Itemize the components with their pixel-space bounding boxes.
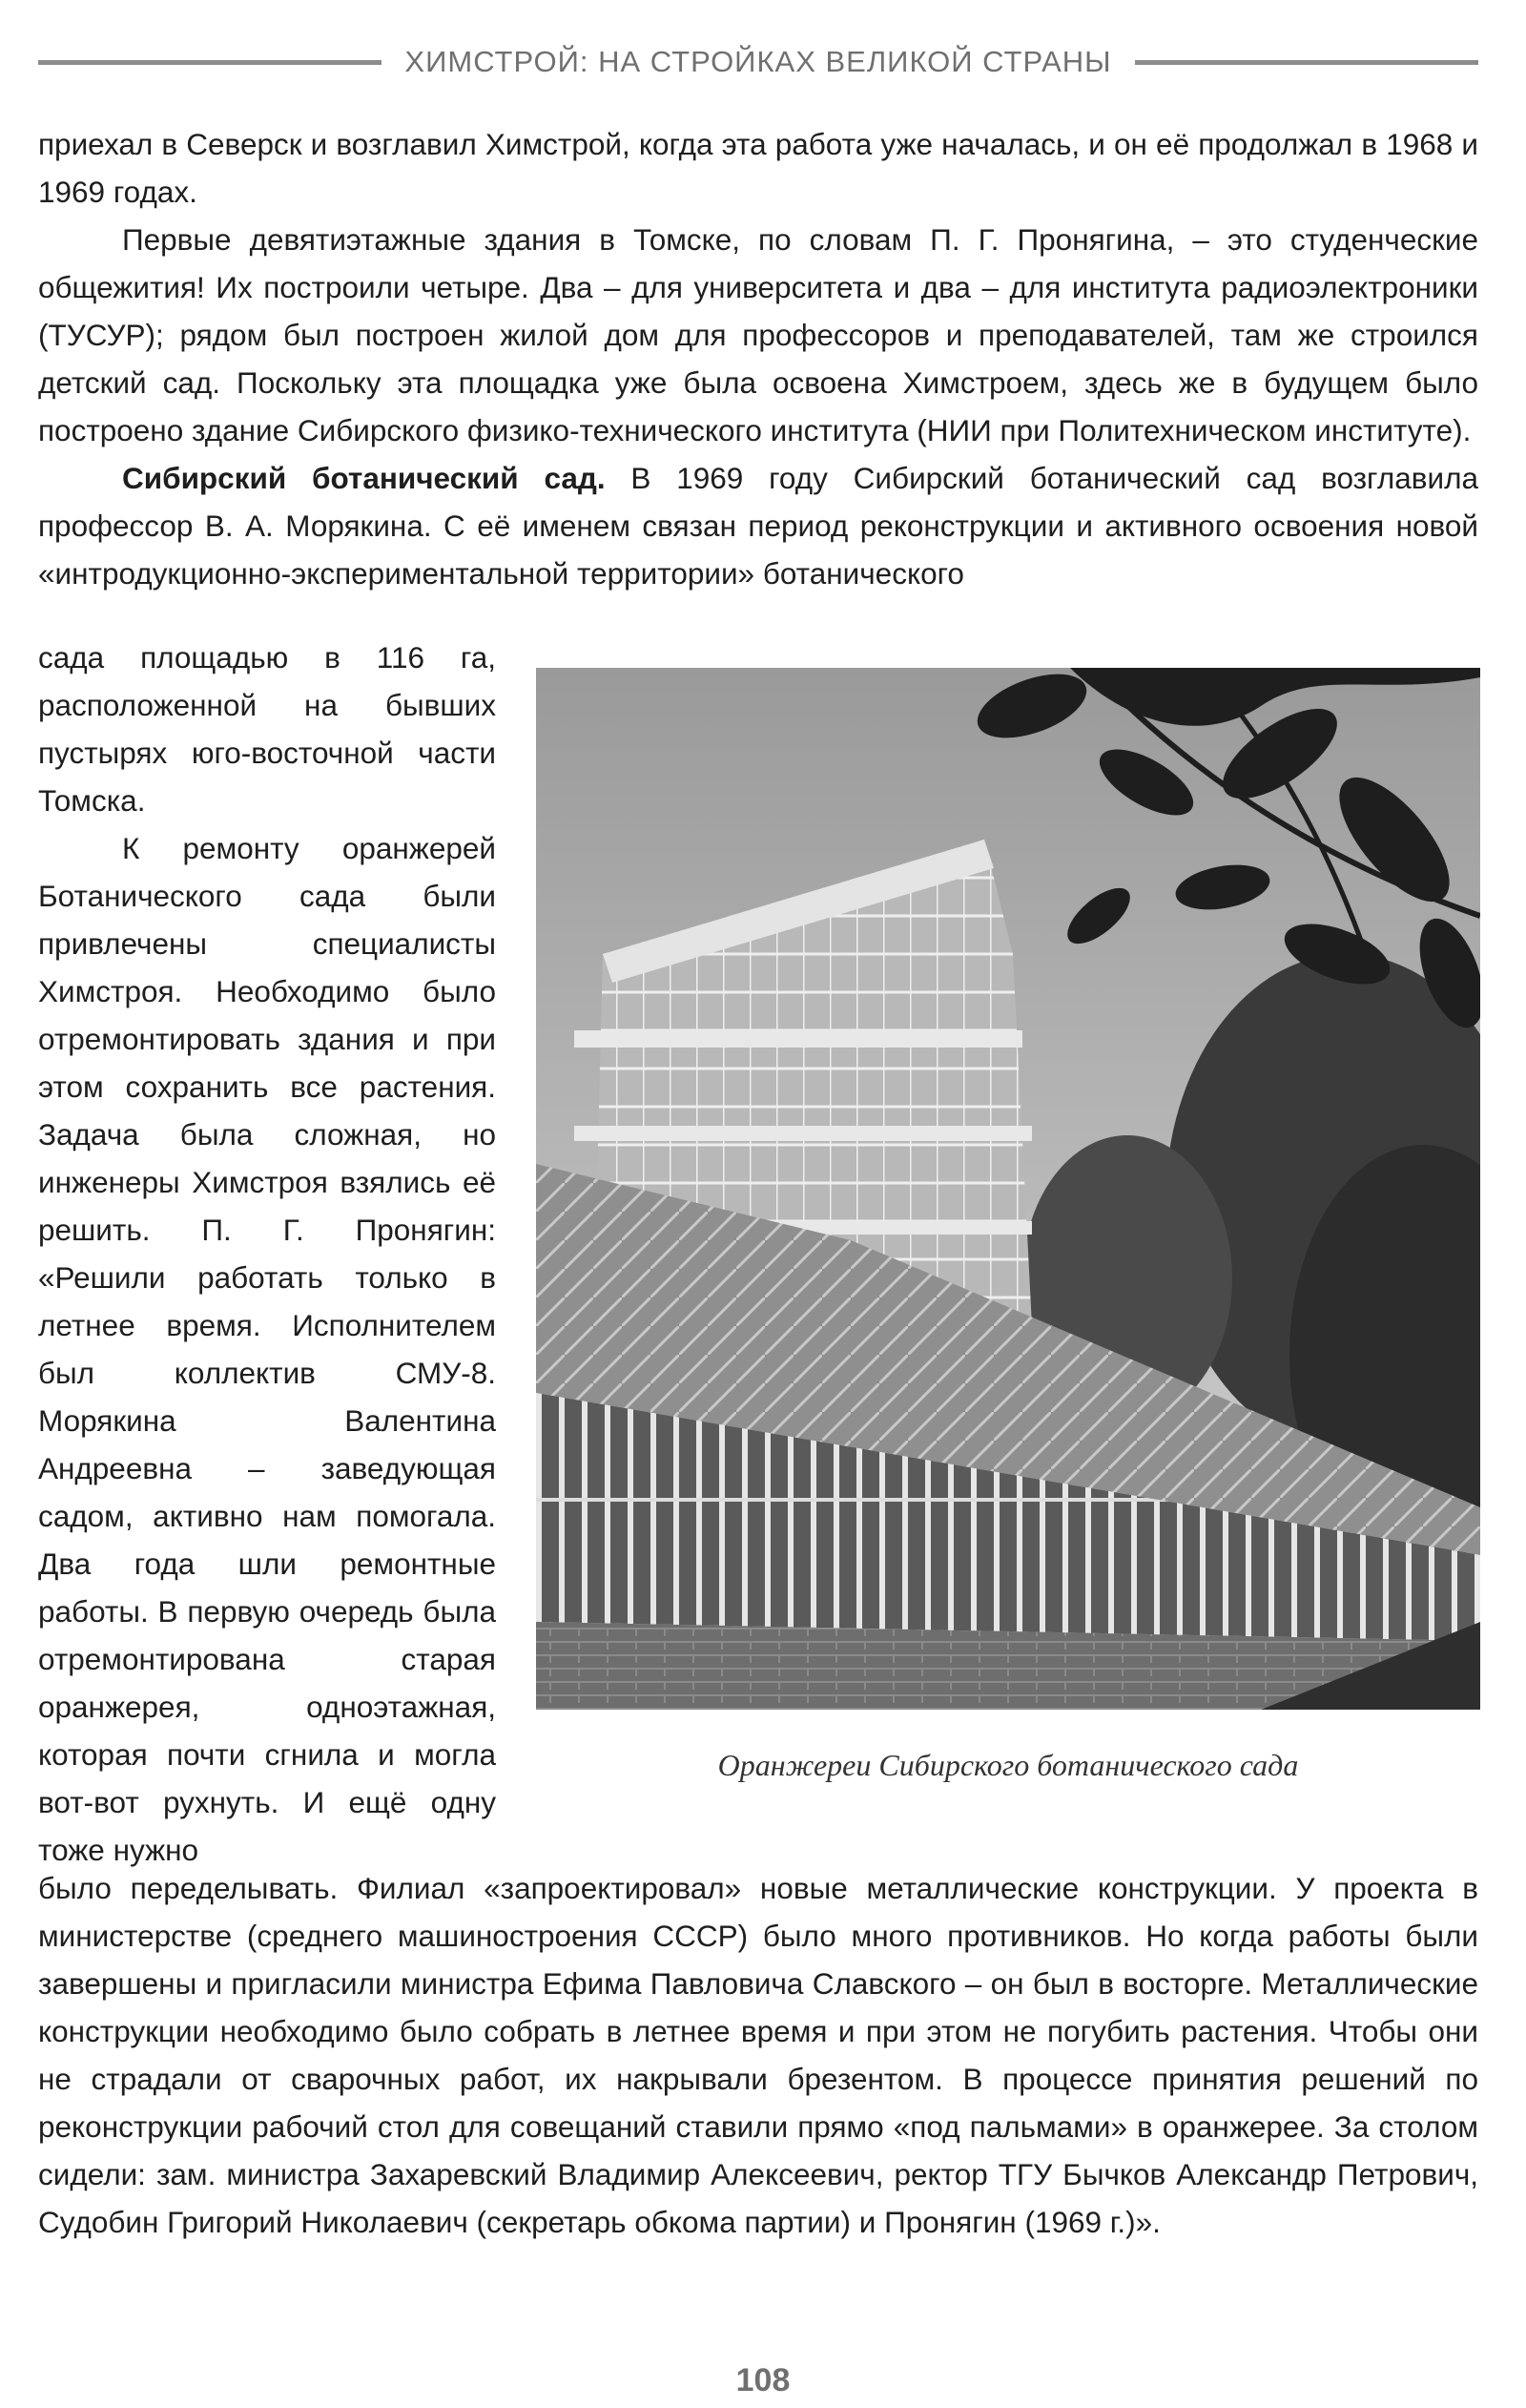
paragraph-4-start: К ремонту оранжерей Ботанического сада были привлечены специалисты Химстроя. Необходимо было отремонтировать здания и при этом сохранить все растения. Задача была сложная, но инженеры Химстроя взялись её решить. П. Г. Пронягин: «Решили работать только в летнее время. Исполнителем был коллектив СМУ-8. Морякина Валентина Андреевна – заведующая садом, активно нам помогала. Два года шли ремонтные работы. В первую очередь была отремонтирована старая оранжерея, одноэтажная, которая почти сгнила и могла вот-вот рухнуть. И ещё одну тоже нужно [38, 831, 496, 1867]
paragraph-1: приехал в Северск и возглавил Химстрой, когда эта работа уже началась, и он её продолжал в 1968 и 1969 годах. [38, 127, 1478, 209]
page-number: 108 [735, 2362, 791, 2398]
paragraph-2: Первые девятиэтажные здания в Томске, по словам П. Г. Пронягина, – это студенческие общежития! Их построили четыре. Два – для университета и два – для института радиоэлектроники (ТУСУР); рядом был построен жилой дом для профессоров и преподавателей, там же строился детский сад. Поскольку эта площадка уже была освоена Химстроем, здесь же в будущем было построено здание Сибирского физико-технического института (НИИ при Политехническом институте). [38, 222, 1478, 447]
header-rule-left [38, 60, 382, 65]
paragraph-3-text: В 1969 году Сибирский ботанический сад возглавила профессор В. А. Морякина. С её именем связан период реконструкции и активного освоения новой «интродукционно-экспериментальной территории» ботанического [38, 461, 1478, 591]
paragraph-4-end: было переделывать. Филиал «запроектировал» новые металлические конструкции. У проекта в министерстве (среднего машиностроения СССР) было много противников. Но когда работы были завершены и пригласили министра Ефима Павловича Славского – он был в восторге. Металлические конструкции необходимо было собрать в летнее время и при этом не погубить растения. Чтобы они не страдали от сварочных работ, их накрывали брезентом. В процессе принятия решений по реконструкции рабочий стол для совещаний ставили прямо «под пальмами» в оранжерее. За столом сидели: зам. министра Захаревский Владимир Алексеевич, ректор ТГУ Бычков Александр Петрович, Судобин Григорий Николаевич (секретарь обкома партии) и Пронягин (1969 г.)». [38, 1871, 1478, 2239]
header-title: ХИМСТРОЙ: НА СТРОЙКАХ ВЕЛИКОЙ СТРАНЫ [404, 45, 1112, 78]
running-header [38, 38, 1478, 86]
text-block-top [38, 120, 1478, 597]
text-block-column [38, 633, 496, 1874]
section-heading-botanical-garden: Сибирский ботанический сад. [122, 461, 606, 495]
greenhouse-photo [536, 668, 1480, 1710]
photo-caption: Оранжереи Сибирского ботанического сада [717, 1748, 1299, 1782]
text-block-bottom [38, 1864, 1478, 2246]
paragraph-3-continued: сада площадью в 116 га, расположенной на бывших пустырях юго-восточной части Томска. [38, 640, 496, 818]
paragraph-3 [38, 454, 1478, 597]
header-rule-right [1135, 60, 1478, 65]
